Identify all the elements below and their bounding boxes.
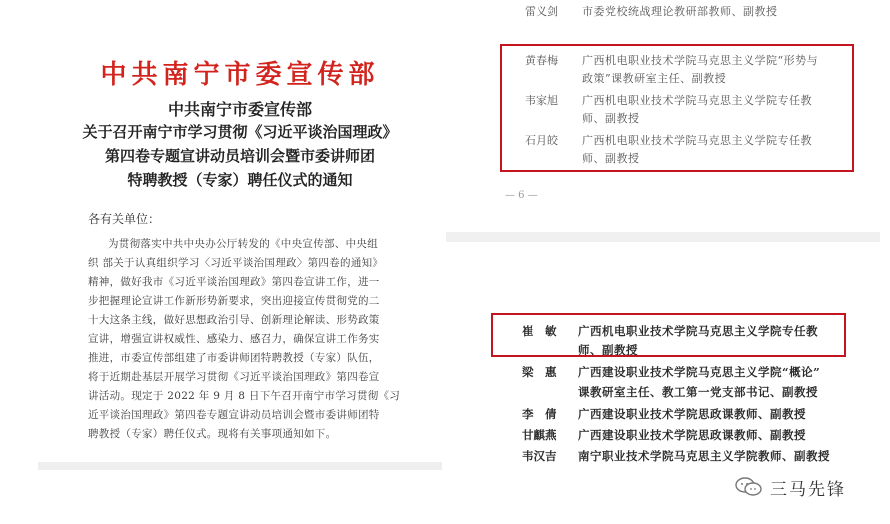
appointee-description: 广西机电职业技术学院马克思主义学院专任教 xyxy=(582,94,812,107)
title-line-3: 第四卷专题宣讲动员培训会暨市委讲师团 xyxy=(104,147,375,165)
appointee-name: 李 倩 xyxy=(522,407,557,421)
highlight-box xyxy=(491,313,846,357)
appointee-description: 广西建设职业技术学院思政课教师、副教授 xyxy=(578,428,806,442)
wechat-watermark xyxy=(734,474,846,500)
appointee-description: 师、副教授 xyxy=(582,152,640,165)
body-line: 为贯彻落实中共中央办公厅转发的《中央宣传部、中央组 xyxy=(108,238,378,250)
body-line: 宣讲，增强宣讲权威性、感染力、感召力，确保宣讲工作务实 xyxy=(88,333,380,345)
watermark-text: 三马先锋 xyxy=(770,479,846,500)
appointee-description: 广西机电职业技术学院马克思主义学院“形势与 xyxy=(582,54,819,67)
appointee-description: 市委党校统战理论教研部教师、副教授 xyxy=(582,5,778,18)
red-header: 中共南宁市委宣传部 xyxy=(100,60,380,90)
appointee-name: 雷义剑 xyxy=(525,5,558,18)
wechat-icon xyxy=(734,476,764,498)
title-line-4: 特聘教授（专家）聘任仪式的通知 xyxy=(127,171,353,189)
body-line: 将于近期赴基层开展学习贯彻《习近平谈治国理政》第四卷宣 xyxy=(88,371,380,383)
appointee-name: 韦家旭 xyxy=(525,94,558,107)
page-shadow xyxy=(38,462,442,470)
notice-document xyxy=(38,0,442,470)
appointee-description: 广西建设职业技术学院马克思主义学院“概论” xyxy=(578,365,821,379)
appointee-description: 师、副教授 xyxy=(582,112,640,125)
body-line: 织 部关于认真组织学习〈习近平谈治国理政〉第四卷的通知》 xyxy=(88,257,384,269)
appointee-name: 黄春梅 xyxy=(525,54,558,67)
appointee-name: 石月皎 xyxy=(525,134,558,147)
page-number: — 6 — xyxy=(505,190,538,201)
appointee-name: 梁 惠 xyxy=(522,365,557,379)
body-line: 推进，市委宣传部组建了市委讲师团特聘教授（专家）队伍， xyxy=(88,352,380,364)
highlight-box xyxy=(500,44,854,172)
body-line: 聘教授（专家）聘任仪式。现将有关事项通知如下。 xyxy=(88,428,337,440)
body-line: 步把握理论宣讲工作新形势新要求，突出迎接宣传贯彻党的二 xyxy=(88,295,380,307)
appointee-name: 韦汉吉 xyxy=(522,449,557,463)
appointee-description: 师、副教授 xyxy=(578,343,638,357)
appointee-description: 广西机电职业技术学院马克思主义学院专任教 xyxy=(578,324,818,338)
page-separator xyxy=(446,232,880,242)
title-line-2: 关于召开南宁市学习贯彻《习近平谈治国理政》 xyxy=(82,123,398,141)
title-line-1: 中共南宁市委宣传部 xyxy=(167,100,312,119)
appointee-description: 广西机电职业技术学院马克思主义学院专任教 xyxy=(582,134,812,147)
appointee-description: 南宁职业技术学院马克思主义学院教师、副教授 xyxy=(578,449,830,463)
body-line: 讲活动。现定于 2022 年 9 月 8 日下午召开南宁市学习贯彻《习 xyxy=(88,390,401,402)
addressee: 各有关单位： xyxy=(88,212,161,226)
body-line: 近平谈治国理政》第四卷专题宣讲动员培训会暨市委讲师团特 xyxy=(88,409,380,421)
body-line: 十大这条主线，做好思想政治引导、创新理论解读、形势政策 xyxy=(88,314,380,326)
appointee-name: 崔 敏 xyxy=(522,324,557,338)
appointee-name: 甘麒燕 xyxy=(522,428,557,442)
appointee-description: 课教研室主任、教工第一党支部书记、副教授 xyxy=(578,385,818,399)
body-line: 精神，做好我市《习近平谈治国理政》第四卷宣讲工作，进一 xyxy=(88,276,380,288)
appointee-description: 广西建设职业技术学院思政课教师、副教授 xyxy=(578,407,806,421)
appointee-description: 政策”课教研室主任、副教授 xyxy=(582,72,727,85)
